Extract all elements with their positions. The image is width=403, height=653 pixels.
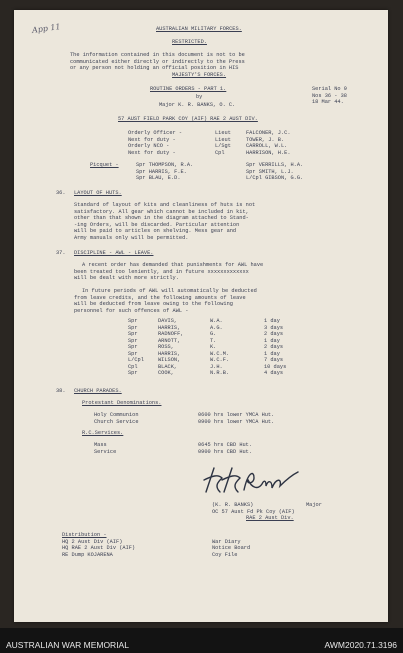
distribution-entry: Notice Board — [212, 545, 251, 551]
picquet-label: Picquet - — [90, 162, 119, 168]
personnel-rank: Spr — [128, 324, 138, 331]
service-time: 0645 hrs CBD Hut. — [198, 442, 253, 448]
paragraph-line: will be deducted from leave owing to the following — [74, 301, 233, 307]
personnel-initials: W.C.F. — [210, 357, 230, 363]
paragraph-line: Army manuals only will be permitted. — [74, 234, 189, 241]
service-name: Service — [94, 448, 117, 455]
paragraph-line: other than that shown in the diagram attached to Stand- — [74, 215, 249, 221]
personnel-name: WILSON, — [158, 357, 181, 363]
paragraph-line: -ing Orders, will be discarded. Particular attention — [74, 221, 240, 228]
paragraph-line: will be paid to articles on shelving. Mess gear and — [74, 228, 237, 234]
duty-role: Next for duty - — [128, 136, 176, 143]
paragraph-line: A recent order has demanded that punishments for AWL have — [82, 262, 264, 268]
personnel-days: 4 days — [264, 370, 284, 376]
service-time: 0900 hrs CBD Hut. — [198, 448, 253, 455]
personnel-rank: Spr — [128, 344, 138, 350]
orders-title: ROUTINE ORDERS - PART 1. — [150, 86, 227, 92]
personnel-name: DAVIS, — [158, 318, 178, 324]
distribution-entry: Coy File — [212, 551, 238, 558]
personnel-name: ARNOTT, — [158, 337, 181, 344]
service-name: Church Service — [94, 418, 139, 425]
duty-rank: Cpl — [215, 149, 225, 156]
paragraph-line: In future periods of AWL will automatically be deducted — [82, 288, 257, 294]
service-time: 0900 hrs lower YMCA Hut. — [198, 418, 275, 425]
personnel-name: ROSS, — [158, 344, 174, 350]
notice-line-3: or any person not holding an official position in HIS — [70, 65, 239, 71]
personnel-name: HARRIS, — [158, 350, 181, 357]
personnel-rank: Spr — [128, 337, 138, 344]
distribution-entry: HQ 2 Aust Div (AIF) — [62, 538, 123, 545]
duty-name: CARROLL, W.L. — [246, 143, 288, 149]
notice-line-1: The information contained in this document is not to be — [70, 52, 245, 58]
section-number: 38. — [56, 388, 66, 394]
personnel-initials: N.R.B. — [210, 370, 230, 376]
personnel-initials: A.G. — [210, 324, 223, 331]
footer-institution: AUSTRALIAN WAR MEMORIAL — [6, 640, 129, 650]
order-date: 18 Mar 44. — [312, 99, 344, 105]
service-name: Mass — [94, 442, 107, 448]
subheading-rc: R.C.Services. — [82, 430, 124, 436]
paragraph-line: satisfactory. All gear which cannot be included in kit, — [74, 208, 249, 215]
picquet-entry: Spr BLAU, E.D. — [136, 175, 181, 181]
duty-role: Orderly NCO - — [128, 143, 170, 149]
personnel-rank: Spr — [128, 318, 138, 324]
duty-name: TOWER, J. B. — [246, 136, 285, 143]
service-name: Holy Communion — [94, 412, 139, 418]
picquet-entry: L/Cpl GIBSON, G.G. — [246, 175, 304, 181]
personnel-days: 7 days — [264, 357, 284, 363]
personnel-days: 1 day — [264, 337, 280, 344]
picquet-entry: Spr VERRILLS, H.A. — [246, 162, 304, 168]
distribution-entry: HQ RAE 2 Aust Div (AIF) — [62, 545, 136, 551]
paragraph-line: Standard of layout of kits and cleanliness of huts is not — [74, 202, 256, 208]
duty-rank: Lieut — [215, 136, 231, 143]
personnel-days: 1 day — [264, 318, 280, 324]
notice-line-4: MAJESTY'S FORCES. — [172, 71, 227, 78]
duty-role: Next for duty - — [128, 149, 176, 156]
personnel-days: 2 days — [264, 344, 284, 350]
paragraph-line: will be dealt with more strictly. — [74, 275, 179, 281]
distribution-heading: Distribution - — [62, 532, 107, 538]
unit-name: 57 AUST FIELD PARK COY (AIF) RAE 2 AUST DIV. — [118, 116, 258, 122]
duty-name: HARRISON, H.E. — [246, 149, 291, 156]
duty-rank: Lieut — [215, 130, 231, 136]
subheading-protestant: Protestant Denominations. — [82, 400, 162, 406]
handwritten-reference: App 11 — [31, 22, 62, 35]
duty-rank: L/Sgt — [215, 143, 231, 149]
personnel-initials: K. — [210, 344, 217, 350]
document-title: AUSTRALIAN MILITARY FORCES. — [156, 26, 242, 32]
section-heading: LAYOUT OF HUTS. — [74, 190, 122, 196]
signatory-rank: Major — [306, 502, 322, 508]
classification-label: RESTRICTED. — [172, 39, 207, 45]
picquet-entry: Spr THOMPSON, R.A. — [136, 162, 194, 168]
duty-role: Orderly Officer - — [128, 130, 183, 136]
distribution-entry: War Diary — [212, 538, 241, 545]
paragraph-line: personnel for such offences of AWL - — [74, 307, 189, 314]
personnel-rank: Cpl — [128, 363, 138, 370]
personnel-name: RADNOFF, — [158, 331, 184, 337]
service-time: 0600 hrs lower YMCA Hut. — [198, 412, 275, 418]
personnel-rank: Spr — [128, 350, 138, 357]
order-numbers: Nos 36 - 38 — [312, 92, 347, 99]
personnel-name: BLACK, — [158, 363, 178, 370]
personnel-initials: W.C.M. — [210, 350, 230, 357]
personnel-days: 2 days — [264, 331, 284, 337]
footer-bar — [0, 628, 403, 653]
document-page — [14, 10, 388, 622]
signatory-division: RAE 2 Aust Div. — [246, 515, 294, 521]
section-heading: CHURCH PARADES. — [74, 388, 122, 394]
picquet-entry: Spr SMITH, L.J. — [246, 168, 294, 175]
personnel-rank: Spr — [128, 331, 138, 337]
signatory-unit: OC 57 Aust Fd Pk Coy (AIF) — [212, 508, 295, 515]
signature-image — [200, 462, 304, 498]
signatory-name: (K. R. BANKS) — [212, 502, 254, 508]
personnel-name: COOK, — [158, 370, 174, 376]
personnel-initials: G. — [210, 331, 217, 337]
section-number: 36. — [56, 190, 66, 196]
serial-number: Serial No 9 — [312, 86, 347, 92]
personnel-initials: W.A. — [210, 318, 223, 324]
picquet-entry: Spr HARRIS, F.E. — [136, 168, 187, 175]
personnel-days: 1 day — [264, 350, 280, 357]
by-label: by — [196, 94, 203, 100]
personnel-rank: Spr — [128, 370, 138, 376]
footer-accession: AWM2020.71.3196 — [324, 640, 397, 650]
section-number: 37. — [56, 250, 66, 256]
commander: Major K. R. BANKS, O. C. — [159, 102, 236, 108]
personnel-days: 10 days — [264, 363, 287, 370]
personnel-rank: L/Cpl — [128, 357, 144, 363]
section-heading: DISCIPLINE - AWL - LEAVE. — [74, 250, 154, 256]
personnel-days: 3 days — [264, 324, 284, 331]
personnel-name: HARRIS, — [158, 324, 181, 331]
notice-line-2: communicated either directly or indirectly to the Press — [70, 58, 245, 65]
personnel-initials: J.H. — [210, 363, 223, 370]
paragraph-line: been treated too leniently, and in future xxxxxxxxxxxxx — [74, 268, 249, 275]
distribution-entry: RE Dump KOJARENA — [62, 551, 113, 558]
paragraph-line: from leave credits, and the following amounts of leave — [74, 294, 246, 301]
personnel-initials: T. — [210, 337, 217, 344]
duty-name: FALCONER, J.C. — [246, 130, 291, 136]
